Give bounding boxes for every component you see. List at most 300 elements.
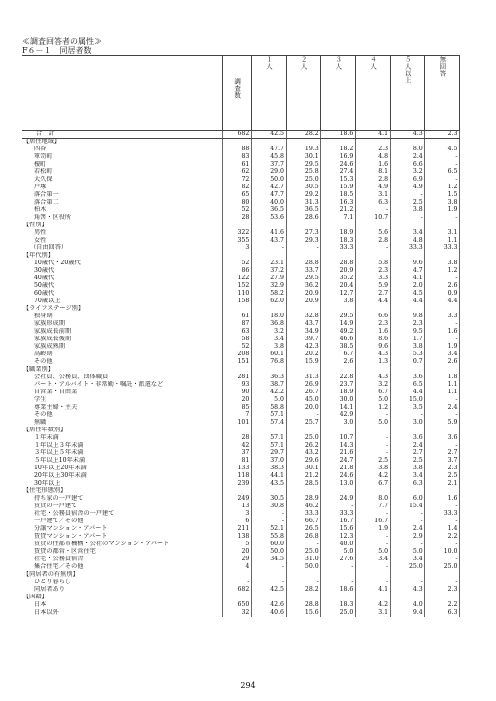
percent-cell: 5.6: [355, 229, 390, 237]
percent-cell: 33.7: [286, 267, 321, 275]
percent-cell: -: [390, 191, 425, 199]
percent-cell: [321, 305, 356, 313]
percent-cell: [286, 252, 321, 260]
percent-cell: 6.9: [390, 176, 425, 184]
percent-cell: -: [355, 449, 390, 457]
table-row: [22, 389, 460, 397]
percent-cell: 2.7: [425, 449, 460, 457]
percent-cell: -: [321, 563, 356, 571]
count-cell: 152: [223, 282, 252, 290]
percent-cell: 20.2: [286, 351, 321, 359]
percent-cell: 30.1: [286, 153, 321, 161]
table-row: [22, 237, 460, 245]
count-cell: 249: [223, 495, 252, 503]
percent-cell: 3.4: [390, 229, 425, 237]
percent-cell: 5.0: [251, 396, 286, 404]
row-label: 60歳代: [34, 289, 55, 297]
table-row: [22, 282, 460, 290]
count-cell: 72: [223, 176, 252, 184]
percent-cell: 38.3: [251, 465, 286, 473]
percent-cell: 4.1: [390, 275, 425, 283]
percent-cell: 25.0: [286, 434, 321, 442]
percent-cell: 52.1: [251, 525, 286, 533]
percent-cell: 1.6: [425, 328, 460, 336]
percent-cell: 25.0: [425, 563, 460, 571]
percent-cell: 49.2: [321, 328, 356, 336]
percent-cell: 46.2: [286, 503, 321, 511]
percent-cell: -: [425, 411, 460, 419]
count-cell: 28: [223, 214, 252, 222]
percent-cell: -: [425, 503, 460, 511]
count-cell: 281: [223, 374, 252, 382]
percent-cell: 1.9: [355, 525, 390, 533]
percent-cell: 15.4: [390, 503, 425, 511]
table-row: [22, 206, 460, 214]
table-row: [22, 541, 460, 549]
row-label: 女性: [34, 236, 47, 244]
count-cell: 58: [223, 336, 252, 344]
percent-cell: [321, 366, 356, 374]
percent-cell: 18.0: [251, 313, 286, 321]
percent-cell: 2.9: [390, 533, 425, 541]
percent-cell: 25.0: [321, 609, 356, 617]
section-header-row: [22, 594, 460, 602]
percent-cell: -: [425, 336, 460, 344]
percent-cell: 36.3: [251, 374, 286, 382]
row-label: 家族成長前期: [34, 327, 72, 335]
percent-cell: 4.4: [390, 298, 425, 306]
percent-cell: [355, 252, 390, 260]
percent-cell: 31.3: [286, 199, 321, 207]
percent-cell: [321, 571, 356, 579]
percent-cell: 24.9: [321, 495, 356, 503]
percent-cell: 4.1: [355, 586, 390, 594]
row-label: 柏木: [34, 206, 47, 214]
percent-cell: 57.4: [251, 419, 286, 427]
percent-cell: 43.5: [251, 480, 286, 488]
percent-cell: 60.1: [251, 351, 286, 359]
percent-cell: 43.7: [251, 237, 286, 245]
section-label: 【住宅形態別】: [23, 487, 67, 495]
percent-cell: 66.7: [286, 518, 321, 526]
section-label: 【国籍】: [23, 593, 48, 601]
percent-cell: 22.8: [321, 374, 356, 382]
percent-cell: [425, 487, 460, 495]
percent-cell: [425, 252, 460, 260]
percent-cell: 6.5: [390, 381, 425, 389]
percent-cell: 3.2: [251, 328, 286, 336]
percent-cell: 2.3: [425, 586, 460, 594]
percent-cell: -: [425, 518, 460, 526]
percent-cell: 53.6: [251, 214, 286, 222]
percent-cell: 4.1: [355, 131, 390, 139]
row-label: 若松町: [34, 168, 53, 176]
percent-cell: 33.3: [425, 510, 460, 518]
percent-cell: 7.7: [355, 503, 390, 511]
table-row: [22, 556, 460, 564]
percent-cell: 6.7: [355, 389, 390, 397]
percent-cell: 7.1: [321, 214, 356, 222]
table-row: [22, 328, 460, 336]
row-label: ５年以上10年未満: [34, 457, 86, 464]
table-row: [22, 586, 460, 594]
table-row: [22, 601, 460, 609]
percent-cell: 47.7: [251, 191, 286, 199]
percent-cell: 2.5: [425, 472, 460, 480]
percent-cell: 2.4: [390, 153, 425, 161]
row-label: （自由回答）: [30, 244, 68, 252]
percent-cell: 8.6: [355, 336, 390, 344]
percent-cell: -: [355, 579, 390, 587]
count-cell: 83: [223, 153, 252, 161]
table-title: F６－１ 同居者数: [22, 46, 92, 55]
table-row: [22, 199, 460, 207]
count-cell: 85: [223, 404, 252, 412]
percent-cell: 5.3: [390, 351, 425, 359]
percent-cell: 1.7: [390, 336, 425, 344]
count-cell: 86: [223, 267, 252, 275]
percent-cell: 2.4: [425, 404, 460, 412]
table-row: [22, 434, 460, 442]
col-header-3: ３人: [321, 56, 356, 131]
row-label: 合 計: [22, 131, 223, 139]
count-cell: [223, 252, 252, 260]
row-label: パート・アルバイト・非常勤・嘱託・派遣など: [34, 381, 164, 388]
percent-cell: 21.2: [321, 206, 356, 214]
count-cell: [223, 594, 252, 602]
percent-cell: 2.4: [390, 442, 425, 450]
row-label: 戸塚: [34, 183, 47, 191]
percent-cell: 5.9: [425, 419, 460, 427]
percent-cell: [355, 305, 390, 313]
percent-cell: 3.1: [425, 229, 460, 237]
percent-cell: 2.5: [390, 199, 425, 207]
row-label: 社宅・公務員宿舎: [34, 555, 84, 563]
row-label: 家族形成期: [34, 320, 65, 328]
row-label: 高齢期: [34, 350, 53, 358]
percent-cell: 29.3: [286, 237, 321, 245]
percent-cell: 26.7: [286, 389, 321, 397]
percent-cell: 18.5: [321, 191, 356, 199]
row-label: 40歳代: [34, 274, 55, 282]
percent-cell: 4.8: [390, 237, 425, 245]
percent-cell: 39.7: [286, 336, 321, 344]
percent-cell: [425, 594, 460, 602]
percent-cell: [425, 222, 460, 230]
percent-cell: 4.5: [425, 146, 460, 154]
row-label: 箪笥町: [34, 153, 53, 160]
percent-cell: -: [390, 214, 425, 222]
percent-cell: 55.8: [251, 533, 286, 541]
col-header-1: １人: [251, 56, 286, 131]
percent-cell: 25.7: [286, 419, 321, 427]
percent-cell: 1.9: [425, 206, 460, 214]
percent-cell: 6.6: [390, 161, 425, 169]
percent-cell: 3.1: [355, 191, 390, 199]
percent-cell: [390, 366, 425, 374]
count-cell: 32: [223, 609, 252, 617]
percent-cell: 44.1: [251, 472, 286, 480]
row-label: 70歳以上: [34, 297, 61, 305]
percent-cell: 18.3: [321, 237, 356, 245]
percent-cell: 36.5: [251, 206, 286, 214]
percent-cell: 76.8: [251, 358, 286, 366]
percent-cell: 42.2: [251, 389, 286, 397]
percent-cell: -: [251, 563, 286, 571]
percent-cell: 36.8: [251, 320, 286, 328]
percent-cell: 40.6: [251, 609, 286, 617]
percent-cell: 42.6: [251, 601, 286, 609]
table-row: [22, 161, 460, 169]
row-label: 30歳代: [34, 267, 55, 274]
percent-cell: 3.4: [251, 336, 286, 344]
count-cell: 90: [223, 389, 252, 397]
table-row: [22, 480, 460, 488]
section-label: 【居住地域】: [23, 138, 61, 146]
percent-cell: 2.8: [355, 176, 390, 184]
percent-cell: 28.8: [321, 260, 356, 268]
percent-cell: 15.9: [286, 358, 321, 366]
row-label: 家族成長後期: [34, 335, 72, 343]
table-row: [22, 510, 460, 518]
percent-cell: 2.1: [425, 480, 460, 488]
row-label: 男性: [34, 229, 47, 236]
percent-cell: [251, 366, 286, 374]
percent-cell: -: [355, 411, 390, 419]
percent-cell: 15.6: [286, 609, 321, 617]
row-label: 10年以上20年未満: [34, 464, 87, 472]
row-label: 社宅・公務員宿舎の一戸建て: [34, 510, 115, 517]
percent-cell: 28.2: [286, 131, 321, 139]
percent-cell: 14.1: [321, 404, 356, 412]
count-cell: 61: [223, 313, 252, 321]
percent-cell: 40.0: [321, 541, 356, 549]
percent-cell: 2.7: [390, 449, 425, 457]
percent-cell: [286, 487, 321, 495]
percent-cell: 10.7: [321, 434, 356, 442]
percent-cell: 1.2: [355, 404, 390, 412]
percent-cell: 31.0: [286, 556, 321, 564]
percent-cell: 60.0: [251, 541, 286, 549]
percent-cell: 45.8: [251, 153, 286, 161]
percent-cell: 4.9: [355, 184, 390, 192]
percent-cell: 1.2: [425, 267, 460, 275]
percent-cell: 1.4: [425, 525, 460, 533]
percent-cell: 18.9: [321, 389, 356, 397]
table-row: [22, 563, 460, 571]
row-label: 会社員、公務員、団体職員: [34, 373, 109, 381]
table-header-row: [22, 56, 460, 131]
percent-cell: 4.4: [425, 298, 460, 306]
section-label: 【性別】: [23, 221, 48, 229]
percent-cell: 4.2: [355, 601, 390, 609]
count-cell: 93: [223, 381, 252, 389]
percent-cell: [355, 571, 390, 579]
percent-cell: 2.3: [355, 146, 390, 154]
count-cell: 87: [223, 320, 252, 328]
count-cell: 682: [223, 131, 252, 139]
percent-cell: 25.8: [286, 168, 321, 176]
count-cell: 101: [223, 419, 252, 427]
percent-cell: 42.5: [251, 586, 286, 594]
percent-cell: 5.0: [321, 548, 356, 556]
percent-cell: 2.2: [425, 533, 460, 541]
percent-cell: -: [390, 411, 425, 419]
percent-cell: -: [425, 275, 460, 283]
table-row: [22, 548, 460, 556]
row-label: その他: [34, 411, 53, 419]
section-header-row: [22, 222, 460, 230]
count-cell: 65: [223, 191, 252, 199]
percent-cell: 2.3: [390, 320, 425, 328]
table-row: [22, 411, 460, 419]
percent-cell: 57.1: [251, 442, 286, 450]
percent-cell: 30.0: [321, 396, 356, 404]
count-cell: 61: [223, 161, 252, 169]
percent-cell: 13.0: [321, 480, 356, 488]
percent-cell: 33.3: [286, 510, 321, 518]
row-label: 自営業・自由業: [34, 388, 78, 396]
percent-cell: 15.0: [390, 396, 425, 404]
percent-cell: 18.6: [321, 131, 356, 139]
count-cell: 133: [223, 465, 252, 473]
percent-cell: 46.6: [321, 336, 356, 344]
percent-cell: 9.4: [390, 609, 425, 617]
percent-cell: 2.5: [355, 457, 390, 465]
percent-cell: 1.6: [355, 328, 390, 336]
percent-cell: 27.6: [321, 556, 356, 564]
percent-cell: 3.8: [321, 298, 356, 306]
section-label: 【同居者の有無別】: [23, 570, 79, 578]
percent-cell: [286, 366, 321, 374]
percent-cell: 29.5: [286, 161, 321, 169]
row-label: 四谷: [34, 145, 47, 153]
percent-cell: 32.9: [251, 282, 286, 290]
percent-cell: -: [425, 214, 460, 222]
section-header-row: [22, 138, 460, 146]
percent-cell: 1.1: [425, 389, 460, 397]
count-cell: 63: [223, 328, 252, 336]
percent-cell: 20.9: [286, 290, 321, 298]
percent-cell: 43.2: [286, 449, 321, 457]
percent-cell: -: [355, 434, 390, 442]
percent-cell: 10.7: [355, 214, 390, 222]
section-label: 【ライフステージ別】: [23, 305, 85, 312]
percent-cell: 35.2: [321, 275, 356, 283]
percent-cell: 29.0: [251, 168, 286, 176]
percent-cell: 58.2: [251, 290, 286, 298]
percent-cell: 43.7: [286, 320, 321, 328]
percent-cell: 28.8: [286, 260, 321, 268]
row-label: 日本以外: [34, 608, 59, 616]
percent-cell: 45.0: [286, 396, 321, 404]
percent-cell: 4.3: [355, 374, 390, 382]
percent-cell: 1.5: [425, 191, 460, 199]
percent-cell: 1.6: [425, 495, 460, 503]
percent-cell: 3.6: [390, 374, 425, 382]
percent-cell: -: [425, 556, 460, 564]
table-row: [22, 267, 460, 275]
row-label: 同居者あり: [34, 586, 65, 593]
count-cell: 62: [223, 168, 252, 176]
table-row: [22, 351, 460, 359]
percent-cell: 4.0: [390, 601, 425, 609]
percent-cell: -: [355, 563, 390, 571]
percent-cell: [355, 487, 390, 495]
percent-cell: [355, 427, 390, 435]
percent-cell: -: [425, 396, 460, 404]
percent-cell: 2.6: [425, 358, 460, 366]
percent-cell: 4.8: [355, 153, 390, 161]
count-cell: 80: [223, 199, 252, 207]
percent-cell: 10.0: [425, 548, 460, 556]
percent-cell: 16.7: [321, 518, 356, 526]
percent-cell: [286, 427, 321, 435]
count-cell: 650: [223, 601, 252, 609]
table-row: [22, 358, 460, 366]
count-cell: -: [223, 579, 252, 587]
percent-cell: 4.7: [390, 267, 425, 275]
percent-cell: [425, 427, 460, 435]
percent-cell: 25.0: [286, 548, 321, 556]
percent-cell: [286, 138, 321, 146]
percent-cell: 6.3: [425, 609, 460, 617]
percent-cell: 28.2: [286, 586, 321, 594]
percent-cell: 2.5: [390, 457, 425, 465]
percent-cell: 2.2: [425, 601, 460, 609]
table-row: [22, 374, 460, 382]
percent-cell: 28.8: [286, 601, 321, 609]
percent-cell: [321, 487, 356, 495]
count-cell: 88: [223, 146, 252, 154]
percent-cell: 38.5: [321, 343, 356, 351]
percent-cell: [390, 252, 425, 260]
header-label-cell: [22, 56, 223, 131]
percent-cell: [390, 594, 425, 602]
table-row: [22, 290, 460, 298]
percent-cell: [321, 427, 356, 435]
table-row: [22, 298, 460, 306]
percent-cell: [355, 594, 390, 602]
percent-cell: -: [251, 244, 286, 252]
row-label: 賃貸の都営・区営住宅: [34, 548, 96, 555]
percent-cell: [425, 138, 460, 146]
percent-cell: 4.4: [355, 298, 390, 306]
table-row: [22, 229, 460, 237]
percent-cell: 1.8: [425, 374, 460, 382]
count-cell: 110: [223, 290, 252, 298]
count-cell: 138: [223, 533, 252, 541]
percent-cell: 5.0: [355, 548, 390, 556]
section-header-row: [22, 487, 460, 495]
percent-cell: 36.2: [286, 282, 321, 290]
percent-cell: 14.3: [321, 442, 356, 450]
percent-cell: 6.7: [355, 480, 390, 488]
count-cell: 13: [223, 503, 252, 511]
percent-cell: 33.3: [425, 244, 460, 252]
percent-cell: 42.7: [251, 184, 286, 192]
percent-cell: 18.6: [321, 586, 356, 594]
percent-cell: [251, 487, 286, 495]
percent-cell: 1.3: [355, 358, 390, 366]
table-row: [22, 465, 460, 473]
percent-cell: 27.9: [251, 275, 286, 283]
percent-cell: 3.3: [355, 275, 390, 283]
percent-cell: 8.0: [390, 146, 425, 154]
count-cell: 3: [223, 510, 252, 518]
row-label: 日本: [34, 601, 47, 608]
percent-cell: -: [355, 510, 390, 518]
